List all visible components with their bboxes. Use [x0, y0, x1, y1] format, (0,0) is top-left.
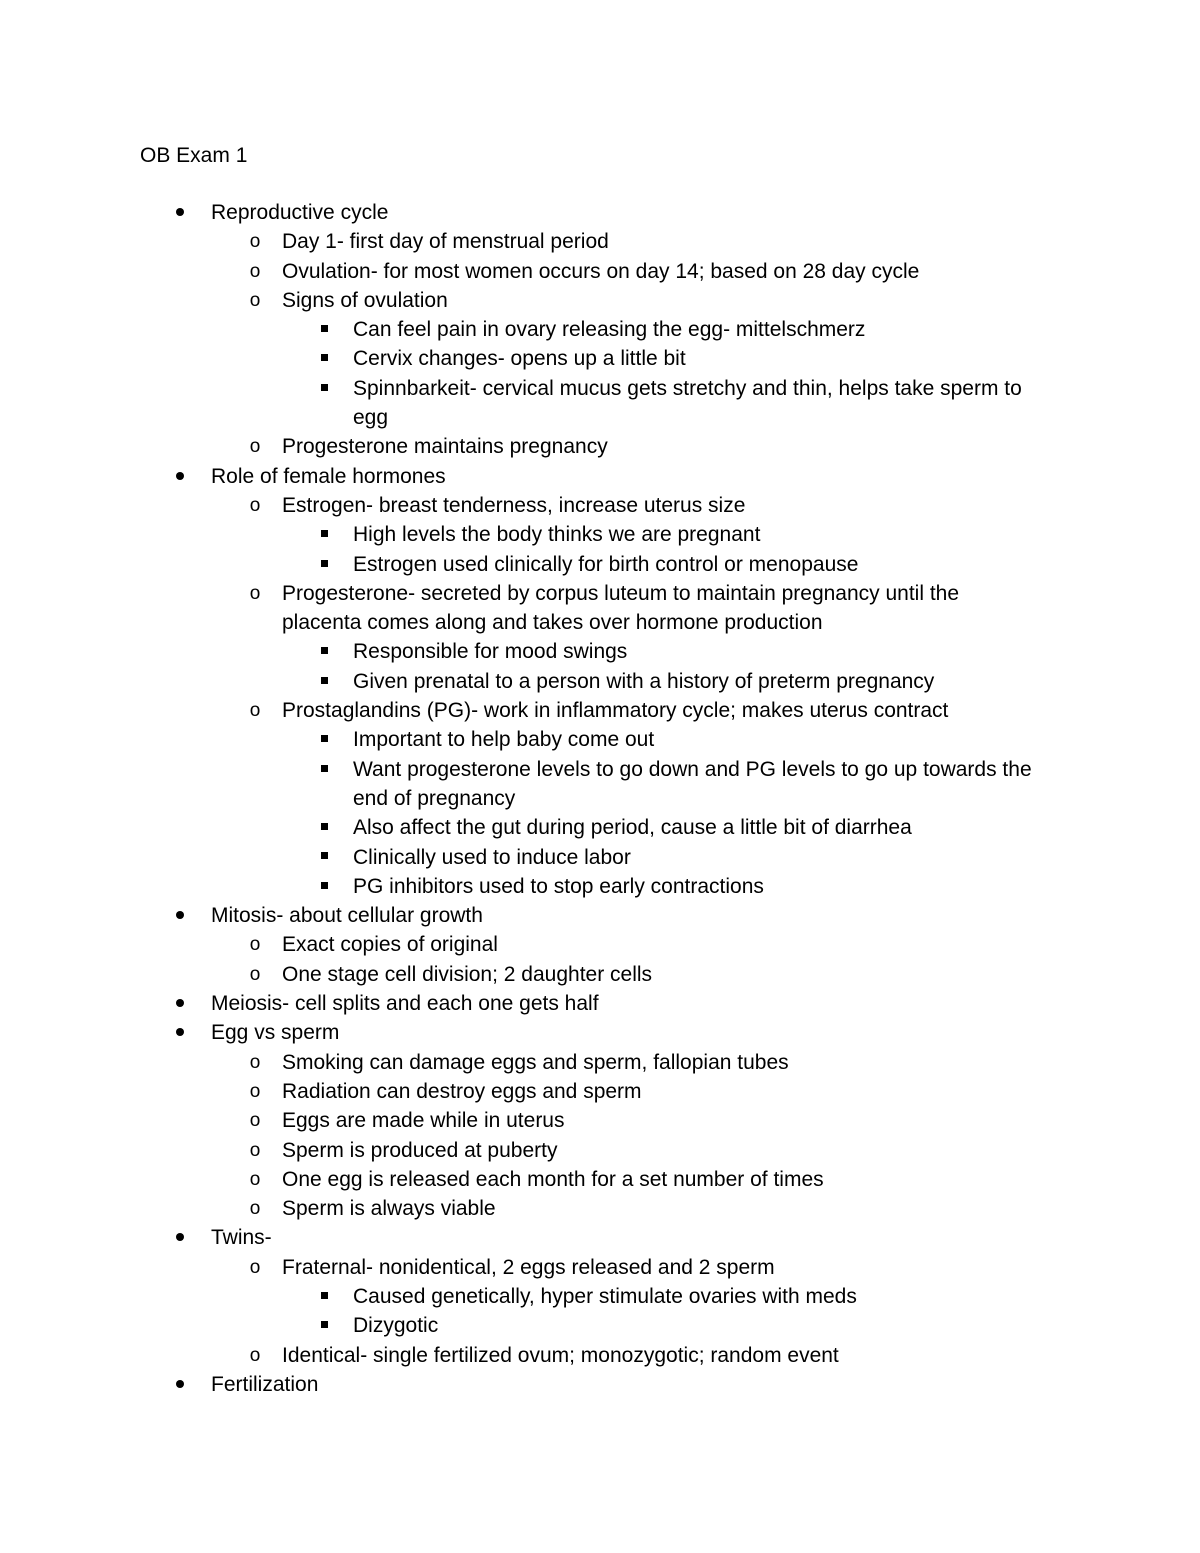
outline-item-text: Spinnbarkeit- cervical mucus gets stretchy and thin, helps take sperm to egg	[353, 376, 1022, 430]
outline-item-level-3	[0, 725, 1200, 754]
outline-item-text: Responsible for mood swings	[353, 640, 628, 664]
outline-item-text: Progesterone- secreted by corpus luteum to maintain pregnancy until the placenta comes along and takes over hormone production	[282, 581, 960, 635]
bullet-square-icon	[314, 374, 334, 403]
outline-item-level-3	[0, 1282, 1200, 1311]
outline-item-text: Eggs are made while in uterus	[282, 1109, 565, 1133]
bullet-square-icon	[314, 843, 334, 872]
outline-item-text: Egg vs sperm	[211, 1021, 340, 1045]
outline-item-text: Sperm is produced at puberty	[282, 1138, 558, 1162]
outline-item-text: Fraternal- nonidentical, 2 eggs released and 2 sperm	[282, 1255, 775, 1279]
outline-item-level-2	[0, 1136, 1200, 1165]
bullet-circle-marker: o	[249, 436, 261, 458]
bullet-square-icon	[314, 550, 334, 579]
outline-item-text: Exact copies of original	[282, 933, 498, 957]
bullet-dot-icon	[170, 1018, 190, 1047]
bullet-square-icon	[314, 755, 334, 784]
outline-item-text: Sperm is always viable	[282, 1197, 496, 1221]
outline-item-level-1	[0, 989, 1200, 1018]
bullet-circle-marker: o	[249, 963, 261, 985]
outline-item-text: Dizygotic	[353, 1314, 439, 1338]
outline-item-text: Estrogen used clinically for birth control or menopause	[353, 552, 859, 576]
outline-item-level-3	[0, 755, 1200, 814]
bullet-outline	[0, 198, 1200, 1399]
outline-item-text: Want progesterone levels to go down and PG levels to go up towards the end of pregnancy	[353, 757, 1032, 810]
bullet-square-icon	[314, 520, 334, 549]
bullet-square-icon	[314, 1311, 334, 1340]
bullet-square-icon	[314, 637, 334, 666]
outline-item-text: Estrogen- breast tenderness, increase uterus size	[282, 493, 746, 517]
outline-item-level-2	[0, 1194, 1200, 1223]
outline-item-level-3	[0, 1311, 1200, 1340]
outline-item-level-3	[0, 637, 1200, 666]
outline-item-level-2	[0, 930, 1200, 959]
bullet-circle-marker: o	[249, 1139, 261, 1161]
outline-item-text: Cervix changes- opens up a little bit	[353, 347, 686, 371]
outline-item-level-2	[0, 1106, 1200, 1135]
outline-item-text: Reproductive cycle	[211, 201, 389, 224]
bullet-circle-marker: o	[249, 1051, 261, 1073]
bullet-dot-icon	[170, 198, 190, 227]
bullet-circle-marker: o	[249, 1344, 261, 1366]
bullet-square-icon	[314, 872, 334, 901]
bullet-dot-icon	[170, 989, 190, 1018]
outline-item-level-1	[0, 1370, 1200, 1399]
outline-item-text: Clinically used to induce labor	[353, 845, 631, 869]
outline-item-level-2	[0, 579, 1200, 638]
bullet-circle-marker: o	[249, 1256, 261, 1278]
outline-item-level-1	[0, 1223, 1200, 1252]
outline-item-level-2	[0, 1165, 1200, 1194]
outline-item-text: Prostaglandins (PG)- work in inflammatory cycle; makes uterus contract	[282, 699, 949, 723]
outline-item-level-1	[0, 901, 1200, 930]
outline-item-level-3	[0, 667, 1200, 696]
outline-item-level-1	[0, 198, 1200, 227]
outline-item-text: Also affect the gut during period, cause a little bit of diarrhea	[353, 816, 912, 840]
bullet-circle-marker: o	[249, 700, 261, 722]
outline-item-level-2	[0, 257, 1200, 286]
bullet-dot-icon	[170, 462, 190, 491]
outline-item-text: Meiosis- cell splits and each one gets half	[211, 992, 599, 1016]
bullet-circle-marker: o	[249, 494, 261, 516]
bullet-circle-marker: o	[249, 289, 261, 311]
bullet-circle-marker: o	[249, 1168, 261, 1190]
outline-item-level-3	[0, 550, 1200, 579]
bullet-circle-marker: o	[249, 582, 261, 604]
bullet-circle-marker: o	[249, 934, 261, 956]
outline-item-level-3	[0, 843, 1200, 872]
outline-item-level-3	[0, 315, 1200, 344]
outline-item-text: Role of female hormones	[211, 464, 446, 488]
outline-item-text: PG inhibitors used to stop early contractions	[353, 874, 764, 898]
outline-item-text: Mitosis- about cellular growth	[211, 904, 483, 928]
outline-item-text: Caused genetically, hyper stimulate ovaries with meds	[353, 1284, 857, 1308]
outline-item-text: Twins-	[211, 1226, 272, 1250]
outline-item-text: High levels the body thinks we are pregnant	[353, 523, 761, 547]
outline-item-text: One stage cell division; 2 daughter cells	[282, 962, 653, 986]
bullet-square-icon	[314, 315, 334, 344]
outline-item-level-2	[0, 227, 1200, 256]
bullet-square-icon	[314, 725, 334, 754]
outline-item-level-3	[0, 374, 1200, 433]
outline-item-text: Fertilization	[211, 1372, 319, 1396]
outline-item-text: Given prenatal to a person with a history of preterm pregnancy	[353, 669, 935, 693]
bullet-circle-marker: o	[249, 260, 261, 282]
bullet-square-icon	[314, 1282, 334, 1311]
outline-item-text: Identical- single fertilized ovum; monozygotic; random event	[282, 1343, 839, 1367]
outline-item-level-2	[0, 1341, 1200, 1370]
outline-item-text: Radiation can destroy eggs and sperm	[282, 1079, 642, 1103]
outline-item-level-2	[0, 960, 1200, 989]
outline-item-level-2	[0, 286, 1200, 315]
outline-item-level-2	[0, 696, 1200, 725]
outline-item-text: Smoking can damage eggs and sperm, fallopian tubes	[282, 1050, 789, 1074]
outline-item-level-1	[0, 462, 1200, 491]
outline-item-text: Ovulation- for most women occurs on day 14; based on 28 day cycle	[282, 259, 920, 283]
outline-item-text: Important to help baby come out	[353, 728, 655, 752]
outline-item-text: Day 1- first day of menstrual period	[282, 230, 609, 254]
outline-item-level-2	[0, 1253, 1200, 1282]
bullet-circle-marker: o	[249, 231, 261, 253]
bullet-square-icon	[314, 813, 334, 842]
outline-item-text: One egg is released each month for a set number of times	[282, 1167, 824, 1191]
bullet-square-icon	[314, 344, 334, 373]
bullet-dot-icon	[170, 1370, 190, 1399]
page-title: OB Exam 1	[140, 144, 248, 167]
outline-item-level-2	[0, 491, 1200, 520]
outline-item-level-2	[0, 1048, 1200, 1077]
outline-item-level-3	[0, 872, 1200, 901]
bullet-dot-icon	[170, 1223, 190, 1252]
bullet-dot-icon	[170, 901, 190, 930]
outline-item-level-1	[0, 1018, 1200, 1047]
outline-item-level-3	[0, 813, 1200, 842]
outline-item-level-3	[0, 520, 1200, 549]
outline-item-level-3	[0, 344, 1200, 373]
bullet-circle-marker: o	[249, 1110, 261, 1132]
outline-item-text: Can feel pain in ovary releasing the egg- mittelschmerz	[353, 318, 866, 342]
outline-item-text: Progesterone maintains pregnancy	[282, 435, 608, 459]
outline-item-level-2	[0, 1077, 1200, 1106]
bullet-circle-marker: o	[249, 1198, 261, 1220]
bullet-circle-marker: o	[249, 1080, 261, 1102]
bullet-square-icon	[314, 667, 334, 696]
outline-item-level-2	[0, 432, 1200, 461]
outline-item-text: Signs of ovulation	[282, 288, 448, 312]
